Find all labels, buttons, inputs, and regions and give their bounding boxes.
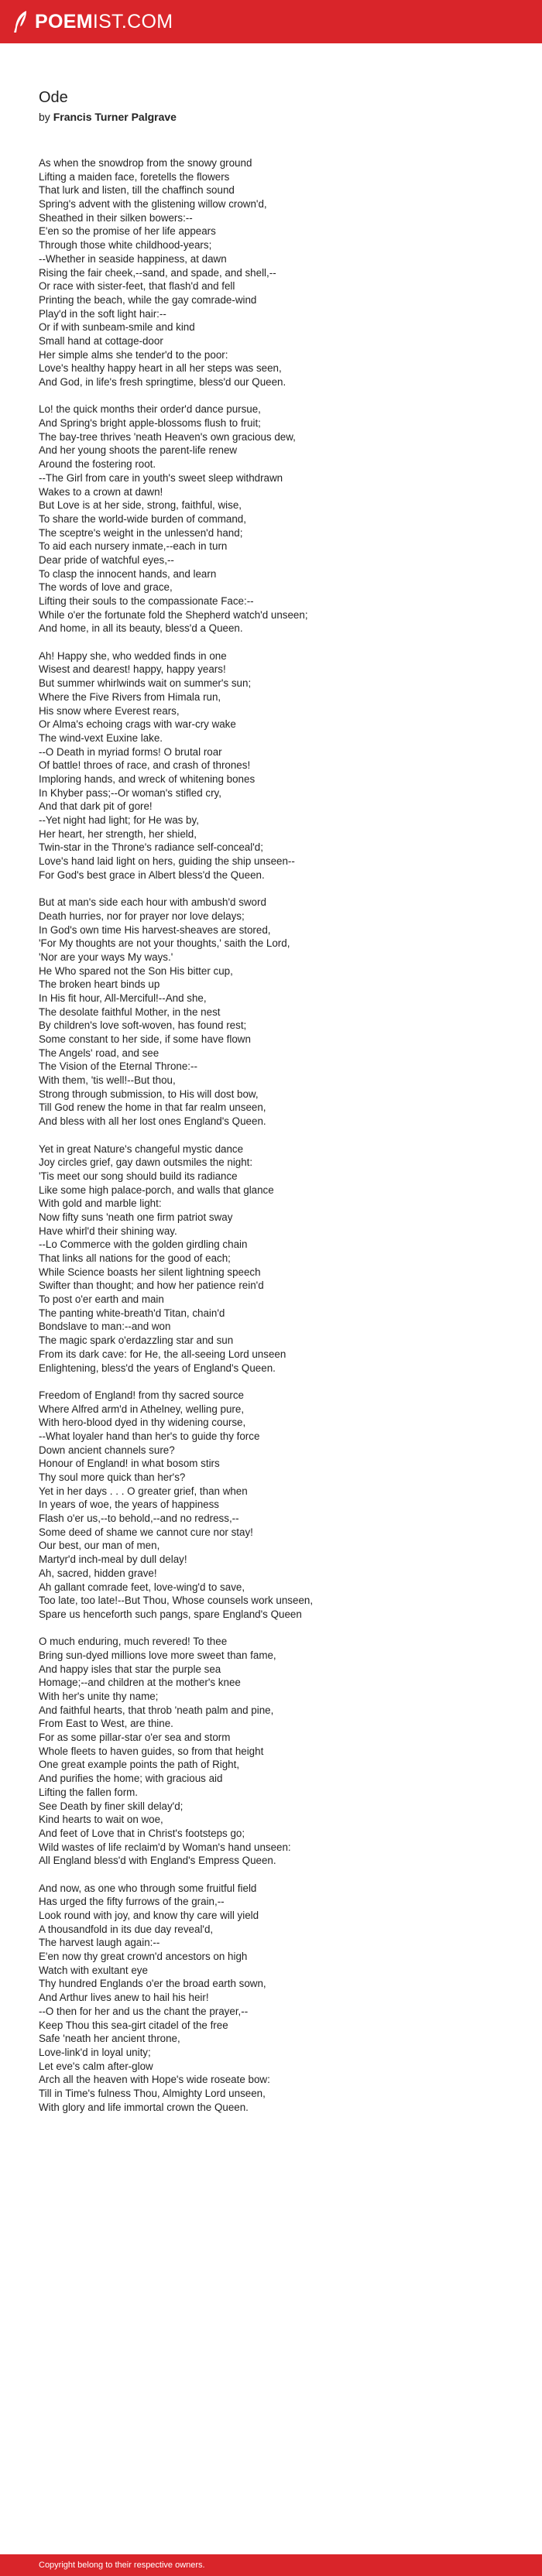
- poem-content: [0, 43, 542, 2114]
- poem-line: Wild wastes of life reclaim'd by Woman's hand unseen:: [39, 1841, 291, 1853]
- stanza: [39, 1389, 542, 1622]
- poem-line: And Arthur lives anew to hail his heir!: [39, 1992, 209, 2004]
- poem-line: In Khyber pass;--Or woman's stifled cry,: [39, 786, 221, 799]
- poem-line: The panting white-breath'd Titan, chain'd: [39, 1307, 225, 1319]
- poem-line: Too late, too late!--But Thou, Whose counsels work unseen,: [39, 1595, 314, 1607]
- poem-line: And that dark pit of gore!: [39, 800, 153, 813]
- poem-line: The Angels' road, and see: [39, 1046, 160, 1059]
- poem-line: Look round with joy, and know thy care will yield: [39, 1910, 259, 1921]
- poem-line: His snow where Everest rears,: [39, 704, 180, 717]
- poem-line: E'en now thy great crown'd ancestors on high: [39, 1951, 248, 1963]
- poem-line: Twin-star in the Throne's radiance self-conceal'd;: [39, 841, 263, 854]
- poem-line: 'Nor are your ways My ways.': [39, 951, 173, 963]
- poem-line: But at man's side each hour with ambush'd sword: [39, 896, 266, 909]
- poem-line: --Whether in seaside happiness, at dawn: [39, 252, 227, 265]
- poem-line: In God's own time His harvest-sheaves are stored,: [39, 923, 271, 936]
- byline: [39, 110, 542, 124]
- stanza: [39, 1882, 542, 2115]
- poem-line: From its dark cave: for He, the all-seeing Lord unseen: [39, 1348, 286, 1360]
- poem-line: Now fifty suns 'neath one firm patriot sway: [39, 1211, 233, 1223]
- poem-line: Enlightening, bless'd the years of England's Queen.: [39, 1362, 276, 1374]
- poem-line: Of battle! throes of race, and crash of thrones!: [39, 759, 251, 772]
- poem-line: For God's best grace in Albert bless'd the Queen.: [39, 868, 265, 881]
- poem-line: Some constant to her side, if some have flown: [39, 1033, 251, 1045]
- poem-line: Or Alma's echoing crags with war-cry wake: [39, 718, 236, 731]
- poem-line: To aid each nursery inmate,--each in turn: [39, 540, 228, 553]
- poem-line: Or if with sunbeam-smile and kind: [39, 321, 195, 334]
- poem-line: Watch with exultant eye: [39, 1964, 148, 1976]
- poem-line: Small hand at cottage-door: [39, 334, 163, 347]
- poem-line: --O then for her and us the chant the prayer,--: [39, 2005, 249, 2017]
- poem-line: From East to West, are thine.: [39, 1718, 173, 1730]
- poem-line: And faithful hearts, that throb 'neath palm and pine,: [39, 1704, 274, 1716]
- poem-line: By children's love soft-woven, has found rest;: [39, 1019, 247, 1032]
- poem-line: The magic spark o'erdazzling star and sun: [39, 1334, 234, 1347]
- poem-line: Wakes to a crown at dawn!: [39, 485, 163, 498]
- stanza: [39, 1142, 542, 1375]
- poem-line: In years of woe, the years of happiness: [39, 1499, 219, 1511]
- poem-line: While Science boasts her silent lightning speech: [39, 1266, 261, 1278]
- poem-line: And feet of Love that in Christ's footsteps go;: [39, 1827, 245, 1839]
- poem-line: Love-link'd in loyal unity;: [39, 2046, 151, 2058]
- poem-line: The wind-vext Euxine lake.: [39, 731, 163, 744]
- poem-line: Strong through submission, to His will dost bow,: [39, 1088, 259, 1100]
- poem-line: And her young shoots the parent-life renew: [39, 444, 238, 457]
- poem-line: Printing the beach, while the gay comrade-wind: [39, 293, 257, 306]
- poem-line: Joy circles grief, gay dawn outsmiles the night:: [39, 1156, 253, 1169]
- poem-line: That links all nations for the good of each;: [39, 1252, 231, 1264]
- poem-line: 'For My thoughts are not your thoughts,' saith the Lord,: [39, 937, 290, 950]
- logo-text-bold: POEM: [35, 10, 93, 33]
- poem-line: Where the Five Rivers from Himala run,: [39, 690, 221, 703]
- poem-line: To share the world-wide burden of command,: [39, 512, 246, 525]
- poem-line: With hero-blood dyed in thy widening course,: [39, 1416, 246, 1429]
- poem-line: To post o'er earth and main: [39, 1293, 164, 1306]
- poem-line: Lifting a maiden face, foretells the flowers: [39, 170, 230, 183]
- poem-line: Ah! Happy she, who wedded finds in one: [39, 649, 227, 662]
- poem-line: Swifter than thought; and how her patience rein'd: [39, 1279, 264, 1292]
- poem-line: While o'er the fortunate fold the Shepherd watch'd unseen;: [39, 608, 308, 621]
- poem-line: And Spring's bright apple-blossoms flush to fruit;: [39, 417, 261, 430]
- poem-line: Safe 'neath her ancient throne,: [39, 2033, 180, 2045]
- poem-line: --O Death in myriad forms! O brutal roar: [39, 745, 222, 758]
- poem-line: Flash o'er us,--to behold,--and no redress,--: [39, 1512, 239, 1525]
- site-logo[interactable]: [12, 10, 173, 33]
- poem-line: Till God renew the home in that far realm unseen,: [39, 1101, 266, 1114]
- poem-line: And God, in life's fresh springtime, bless'd our Queen.: [39, 376, 286, 388]
- poem-line: And happy isles that star the purple sea: [39, 1663, 221, 1675]
- poem-line: Bondslave to man:--and won: [39, 1321, 171, 1333]
- poem-line: And now, as one who through some fruitful field: [39, 1882, 257, 1894]
- poem-line: Martyr'd inch-meal by dull delay!: [39, 1553, 187, 1566]
- poem-line: Let eve's calm after-glow: [39, 2060, 153, 2072]
- poem-line: Freedom of England! from thy sacred source: [39, 1389, 244, 1401]
- poem-line: Play'd in the soft light hair:--: [39, 307, 166, 320]
- logo-text-light: IST.COM: [92, 10, 173, 33]
- site-header: [0, 0, 542, 43]
- poem-line: With her's unite thy name;: [39, 1690, 159, 1702]
- poem-line: To clasp the innocent hands, and learn: [39, 567, 217, 580]
- poem-line: Dear pride of watchful eyes,--: [39, 553, 174, 566]
- poem-line: Ah, sacred, hidden grave!: [39, 1567, 157, 1579]
- poem-line: The Vision of the Eternal Throne:--: [39, 1060, 197, 1073]
- poem-line: In His fit hour, All-Merciful!--And she,: [39, 992, 207, 1004]
- poem-line: Kind hearts to wait on woe,: [39, 1814, 163, 1826]
- poem-line: Yet in her days . . . O greater grief, than when: [39, 1485, 248, 1497]
- poem-line: Death hurries, nor for prayer nor love delays;: [39, 909, 245, 922]
- copyright-text: Copyright belong to their respective owners.: [39, 2561, 205, 2570]
- quill-icon: [12, 10, 29, 33]
- poem-line: The words of love and grace,: [39, 581, 173, 594]
- poem-line: And home, in all its beauty, bless'd a Queen.: [39, 622, 243, 635]
- poem-line: For as some pillar-star o'er sea and storm: [39, 1732, 231, 1744]
- poem-line: And bless with all her lost ones England's Queen.: [39, 1115, 266, 1128]
- poem-line: Yet in great Nature's changeful mystic dance: [39, 1142, 244, 1155]
- poem-line: --The Girl from care in youth's sweet sleep withdrawn: [39, 471, 283, 484]
- poem-line: Thy soul more quick than her's?: [39, 1471, 186, 1483]
- poem-line: One great example points the path of Right,: [39, 1759, 240, 1771]
- stanza: [39, 156, 542, 389]
- poem-line: The sceptre's weight in the unlessen'd hand;: [39, 526, 243, 539]
- poem-line: The broken heart binds up: [39, 978, 160, 991]
- byline-prefix: by: [39, 111, 50, 123]
- poem-line: Wisest and dearest! happy, happy years!: [39, 663, 226, 676]
- poem-line: But Love is at her side, strong, faithful, wise,: [39, 499, 242, 512]
- poem-line: Love's healthy happy heart in all her steps was seen,: [39, 362, 282, 375]
- poem-line: Lo! the quick months their order'd dance pursue,: [39, 403, 261, 416]
- poem-line: Her simple alms she tender'd to the poor:: [39, 348, 228, 361]
- author-link[interactable]: Francis Turner Palgrave: [53, 111, 177, 123]
- poem-line: Love's hand laid light on hers, guiding the ship unseen--: [39, 855, 295, 868]
- poem-line: Thy hundred Englands o'er the broad earth sown,: [39, 1978, 266, 1990]
- poem-line: Through those white childhood-years;: [39, 239, 212, 252]
- poem-line: Homage;--and children at the mother's knee: [39, 1677, 241, 1689]
- poem-line: As when the snowdrop from the snowy ground: [39, 157, 252, 169]
- poem-line: With them, 'tis well!--But thou,: [39, 1074, 176, 1087]
- poem-line: Down ancient channels sure?: [39, 1444, 175, 1456]
- poem-line: Have whirl'd their shining way.: [39, 1225, 177, 1237]
- poem-line: See Death by finer skill delay'd;: [39, 1800, 184, 1812]
- poem-line: Keep Thou this sea-girt citadel of the free: [39, 2019, 228, 2031]
- poem-line: Some deed of shame we cannot cure nor stay!: [39, 1526, 253, 1538]
- poem-line: Her heart, her strength, her shield,: [39, 827, 197, 840]
- poem-line: Rising the fair cheek,--sand, and spade, and shell,--: [39, 266, 276, 279]
- poem-line: Whole fleets to haven guides, so from that height: [39, 1745, 264, 1757]
- site-footer: [0, 2554, 542, 2576]
- poem-line: Spare us henceforth such pangs, spare England's Queen: [39, 1608, 302, 1620]
- poem-line: A thousandfold in its due day reveal'd,: [39, 1923, 214, 1935]
- poem-line: Spring's advent with the glistening willow crown'd,: [39, 198, 267, 211]
- poem-line: And purifies the home; with gracious aid: [39, 1773, 223, 1785]
- site-logo-text: [35, 12, 173, 32]
- poem-line: --What loyaler hand than her's to guide thy force: [39, 1430, 260, 1442]
- poem-line: Bring sun-dyed millions love more sweet than fame,: [39, 1649, 276, 1661]
- poem-body: [39, 156, 542, 2114]
- stanza: [39, 649, 542, 882]
- poem-line: Honour of England! in what bosom stirs: [39, 1458, 220, 1470]
- poem-line: With gold and marble light:: [39, 1197, 162, 1210]
- poem-line: Where Alfred arm'd in Athelney, welling pure,: [39, 1403, 245, 1415]
- poem-line: Around the fostering root.: [39, 458, 156, 471]
- poem-line: The harvest laugh again:--: [39, 1937, 160, 1949]
- poem-line: 'Tis meet our song should build its radiance: [39, 1170, 238, 1182]
- poem-line: Imploring hands, and wreck of whitening bones: [39, 772, 256, 785]
- poem-line: The bay-tree thrives 'neath Heaven's own gracious dew,: [39, 430, 296, 443]
- poem-line: Has urged the fifty furrows of the grain,--: [39, 1896, 225, 1908]
- poem-line: He Who spared not the Son His bitter cup,: [39, 964, 233, 977]
- poem-line: Or race with sister-feet, that flash'd and fell: [39, 280, 235, 293]
- poem-line: Lifting their souls to the compassionate Face:--: [39, 595, 254, 607]
- poem-line: Lifting the fallen form.: [39, 1786, 139, 1798]
- poem-title: Ode: [39, 89, 68, 106]
- poem-line: Till in Time's fulness Thou, Almighty Lord unseen,: [39, 2087, 266, 2099]
- poem-line: Arch all the heaven with Hope's wide roseate bow:: [39, 2074, 270, 2086]
- poem-line: Sheathed in their silken bowers:--: [39, 211, 193, 224]
- stanza: [39, 1635, 542, 1868]
- poem-line: Our best, our man of men,: [39, 1540, 160, 1552]
- poem-line: All England bless'd with England's Empress Queen.: [39, 1855, 276, 1867]
- poem-line: With glory and life immortal crown the Queen.: [39, 2101, 249, 2113]
- poem-line: But summer whirlwinds wait on summer's sun;: [39, 677, 252, 690]
- poem-line: E'en so the promise of her life appears: [39, 225, 216, 238]
- poem-line: The desolate faithful Mother, in the nest: [39, 1005, 221, 1018]
- poem-line: O much enduring, much revered! To thee: [39, 1636, 228, 1648]
- poem-line: Ah gallant comrade feet, love-wing'd to save,: [39, 1581, 245, 1593]
- poem-line: That lurk and listen, till the chaffinch sound: [39, 184, 235, 197]
- poem-line: --Lo Commerce with the golden girdling chain: [39, 1238, 248, 1251]
- stanza: [39, 402, 542, 635]
- poem-line: Like some high palace-porch, and walls that glance: [39, 1184, 274, 1196]
- stanza: [39, 896, 542, 1129]
- poem-line: --Yet night had light; for He was by,: [39, 814, 199, 826]
